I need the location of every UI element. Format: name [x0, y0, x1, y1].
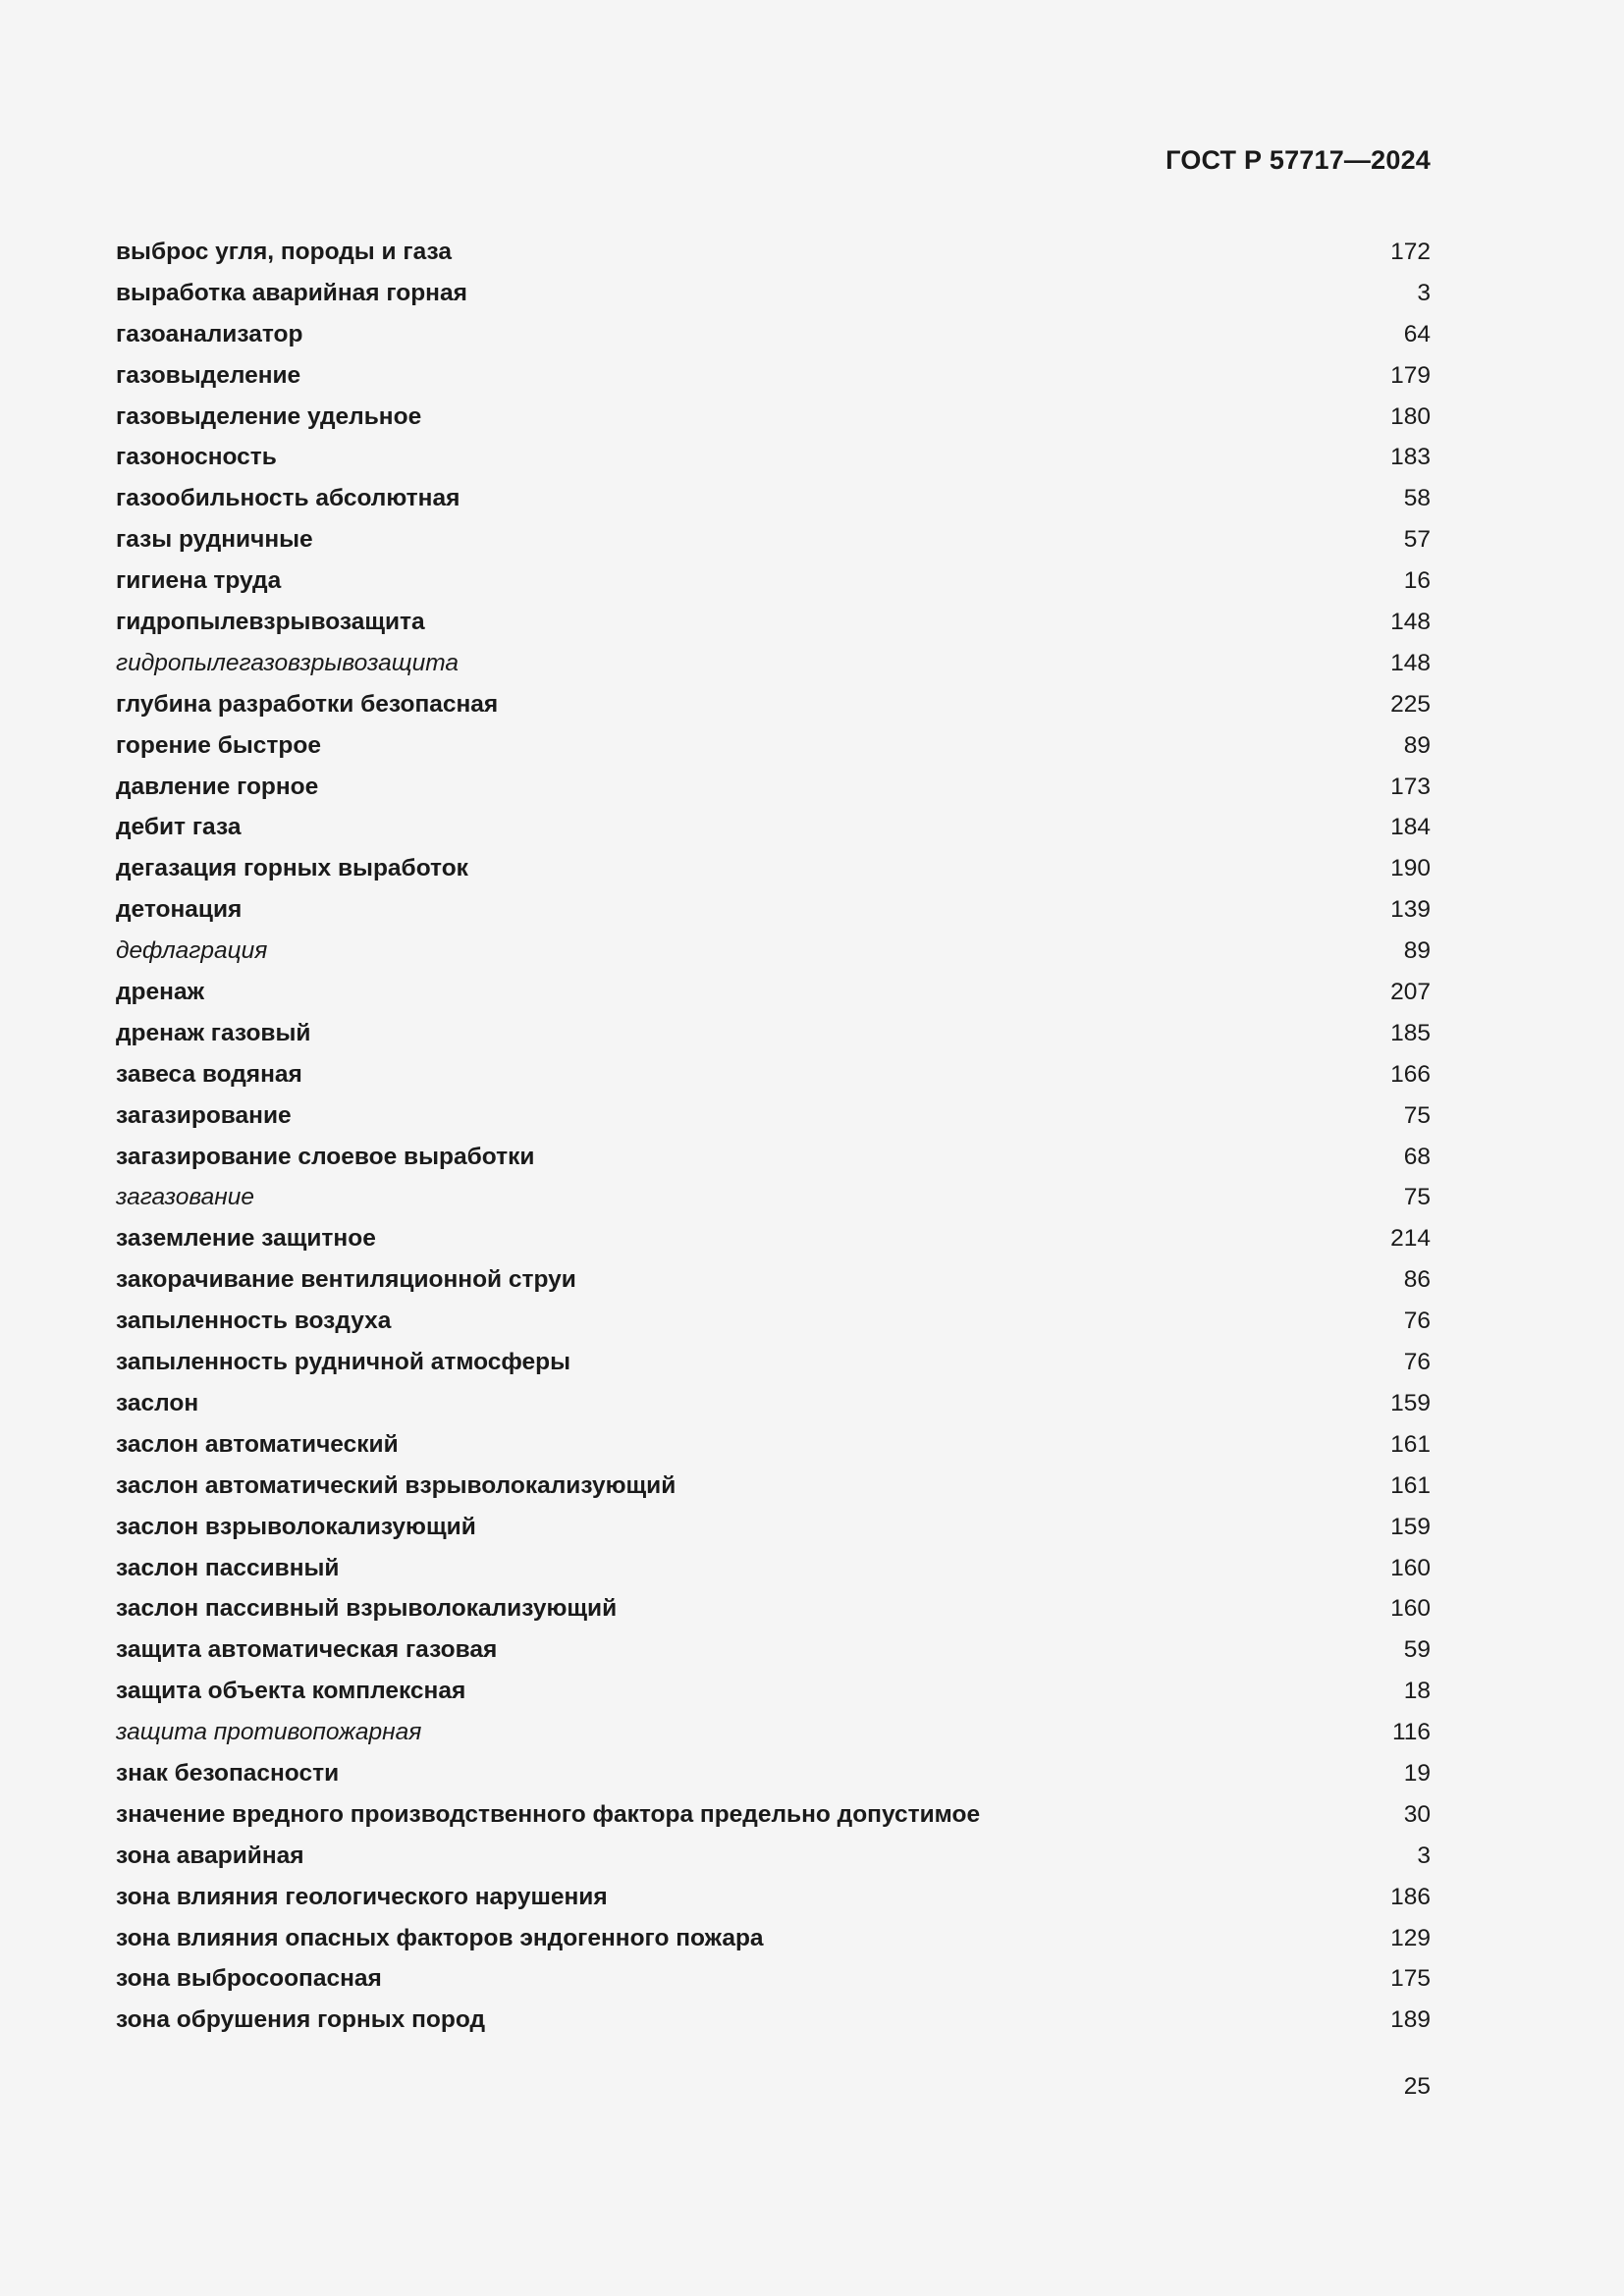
- index-term: дегазация горных выработок: [116, 855, 468, 882]
- index-term: газообильность абсолютная: [116, 485, 460, 512]
- index-term: загазирование: [116, 1101, 292, 1129]
- index-entry: [116, 1301, 1431, 1342]
- index-entry: [116, 2000, 1431, 2041]
- index-term-number: 184: [1390, 814, 1431, 841]
- index-term-number: 76: [1403, 1349, 1431, 1376]
- index-term: загазирование слоевое выработки: [116, 1143, 535, 1170]
- index-entry: [116, 1054, 1431, 1095]
- index-term-number: 189: [1390, 2006, 1431, 2034]
- index-term: заземление защитное: [116, 1225, 376, 1253]
- index-term-number: 185: [1390, 1019, 1431, 1046]
- index-entry: [116, 889, 1431, 931]
- index-entry: [116, 1836, 1431, 1877]
- index-term: запыленность воздуха: [116, 1308, 392, 1335]
- index-term: газовыделение удельное: [116, 402, 422, 430]
- index-term: заслон автоматический взрыволокализующий: [116, 1471, 677, 1499]
- index-entry: [116, 848, 1431, 889]
- index-entry: [116, 1466, 1431, 1507]
- index-entry: [116, 355, 1431, 397]
- index-entry: [116, 1877, 1431, 1918]
- index-term: зона влияния геологического нарушения: [116, 1883, 608, 1910]
- index-term: защита противопожарная: [116, 1719, 422, 1746]
- index-term: заслон взрыволокализующий: [116, 1513, 476, 1540]
- index-term: заслон пассивный взрыволокализующий: [116, 1595, 618, 1623]
- index-entry: [116, 1671, 1431, 1712]
- index-term-number: 59: [1403, 1636, 1431, 1664]
- term-index-list: [116, 232, 1431, 2041]
- document-header: ГОСТ Р 57717—2024: [1165, 145, 1431, 175]
- index-term-number: 172: [1390, 239, 1431, 265]
- index-entry: [116, 1958, 1431, 2000]
- index-term: зона обрушения горных пород: [116, 2006, 486, 2034]
- index-entry: [116, 397, 1431, 438]
- index-entry: [116, 1918, 1431, 1959]
- index-entry: [116, 1013, 1431, 1054]
- index-term: дебит газа: [116, 814, 242, 841]
- index-entry: [116, 273, 1431, 314]
- index-entry: [116, 1342, 1431, 1383]
- index-term: давление горное: [116, 773, 319, 800]
- index-term-number: 64: [1403, 320, 1431, 347]
- index-entry: [116, 1548, 1431, 1589]
- index-entry: [116, 314, 1431, 355]
- index-entry: [116, 1383, 1431, 1424]
- index-entry: [116, 232, 1431, 273]
- index-term: гидропылевзрывозащита: [116, 609, 425, 636]
- index-term-number: 3: [1417, 1842, 1431, 1869]
- index-term-number: 148: [1390, 649, 1431, 676]
- index-entry: [116, 478, 1431, 519]
- index-entry: [116, 807, 1431, 848]
- index-term: заслон пассивный: [116, 1554, 340, 1581]
- index-entry: [116, 643, 1431, 684]
- index-term: знак безопасности: [116, 1759, 340, 1787]
- index-term-number: 183: [1390, 444, 1431, 471]
- index-term-number: 18: [1403, 1678, 1431, 1705]
- index-term-number: 86: [1403, 1266, 1431, 1294]
- index-entry: [116, 519, 1431, 561]
- index-term-number: 116: [1391, 1719, 1431, 1746]
- index-term: гидропылегазовзрывозащита: [116, 649, 459, 676]
- index-term: детонация: [116, 896, 243, 924]
- index-term-number: 148: [1390, 609, 1431, 636]
- index-term-number: 139: [1390, 896, 1431, 924]
- index-term: выработка аварийная горная: [116, 279, 467, 306]
- index-term: защита объекта комплексная: [116, 1678, 466, 1705]
- index-entry: [116, 602, 1431, 643]
- index-entry: [116, 767, 1431, 808]
- index-entry: [116, 1629, 1431, 1671]
- index-entry: [116, 1095, 1431, 1137]
- index-term-number: 160: [1390, 1595, 1431, 1623]
- index-term: выброс угля, породы и газа: [116, 239, 452, 265]
- index-entry: [116, 1588, 1431, 1629]
- index-term-number: 89: [1403, 937, 1431, 965]
- index-term: закорачивание вентиляционной струи: [116, 1266, 576, 1294]
- index-term-number: 214: [1390, 1225, 1431, 1253]
- index-entry: [116, 1218, 1431, 1259]
- index-entry: [116, 1177, 1431, 1218]
- index-term: дефлаграция: [116, 937, 268, 965]
- index-term-number: 89: [1403, 731, 1431, 759]
- index-term: защита автоматическая газовая: [116, 1636, 498, 1664]
- index-term-number: 159: [1390, 1513, 1431, 1540]
- index-term-number: 166: [1390, 1060, 1431, 1088]
- index-term-number: 207: [1390, 979, 1431, 1006]
- index-term-number: 161: [1390, 1430, 1431, 1458]
- index-term-number: 186: [1390, 1883, 1431, 1910]
- index-term: загазование: [116, 1184, 254, 1211]
- index-term: гигиена труда: [116, 567, 282, 595]
- index-term: газоносность: [116, 444, 277, 471]
- index-term: заслон: [116, 1389, 199, 1416]
- index-term: зона аварийная: [116, 1842, 304, 1869]
- index-term-number: 161: [1390, 1471, 1431, 1499]
- index-term-number: 190: [1390, 855, 1431, 882]
- index-entry: [116, 1259, 1431, 1301]
- index-term: глубина разработки безопасная: [116, 690, 499, 718]
- index-term-number: 16: [1403, 567, 1431, 595]
- index-entry: [116, 437, 1431, 478]
- index-term-number: 76: [1403, 1308, 1431, 1335]
- index-term: значение вредного производственного фактора предельно допустимое: [116, 1800, 981, 1828]
- index-term-number: 225: [1390, 690, 1431, 718]
- index-term: дренаж: [116, 979, 204, 1006]
- index-term-number: 175: [1390, 1965, 1431, 1993]
- index-term-number: 57: [1403, 526, 1431, 554]
- index-entry: [116, 561, 1431, 602]
- index-entry: [116, 972, 1431, 1013]
- index-entry: [116, 1794, 1431, 1836]
- index-term-number: 75: [1403, 1101, 1431, 1129]
- index-term: завеса водяная: [116, 1060, 302, 1088]
- index-entry: [116, 684, 1431, 725]
- index-term: зона влияния опасных факторов эндогенного пожара: [116, 1924, 764, 1951]
- index-term: газоанализатор: [116, 320, 303, 347]
- page-number: 25: [1403, 2073, 1431, 2100]
- index-entry: [116, 1424, 1431, 1466]
- index-entry: [116, 1753, 1431, 1794]
- index-term-number: 58: [1403, 485, 1431, 512]
- index-entry: [116, 1712, 1431, 1753]
- index-term: газовыделение: [116, 361, 301, 389]
- index-term-number: 180: [1390, 402, 1431, 430]
- index-term-number: 68: [1403, 1143, 1431, 1170]
- index-entry: [116, 1137, 1431, 1178]
- index-term: дренаж газовый: [116, 1019, 311, 1046]
- index-term-number: 159: [1390, 1389, 1431, 1416]
- index-term: заслон автоматический: [116, 1430, 399, 1458]
- index-term: горение быстрое: [116, 731, 321, 759]
- index-entry: [116, 1507, 1431, 1548]
- index-term: газы рудничные: [116, 526, 313, 554]
- index-term-number: 129: [1390, 1924, 1431, 1951]
- index-term-number: 160: [1390, 1554, 1431, 1581]
- index-term-number: 30: [1403, 1800, 1431, 1828]
- index-term: запыленность рудничной атмосферы: [116, 1349, 571, 1376]
- index-term: зона выбросоопасная: [116, 1965, 382, 1993]
- index-term-number: 173: [1390, 773, 1431, 800]
- index-entry: [116, 931, 1431, 972]
- index-term-number: 75: [1403, 1184, 1431, 1211]
- index-term-number: 179: [1390, 361, 1431, 389]
- index-term-number: 3: [1417, 279, 1431, 306]
- index-term-number: 19: [1403, 1759, 1431, 1787]
- index-entry: [116, 725, 1431, 767]
